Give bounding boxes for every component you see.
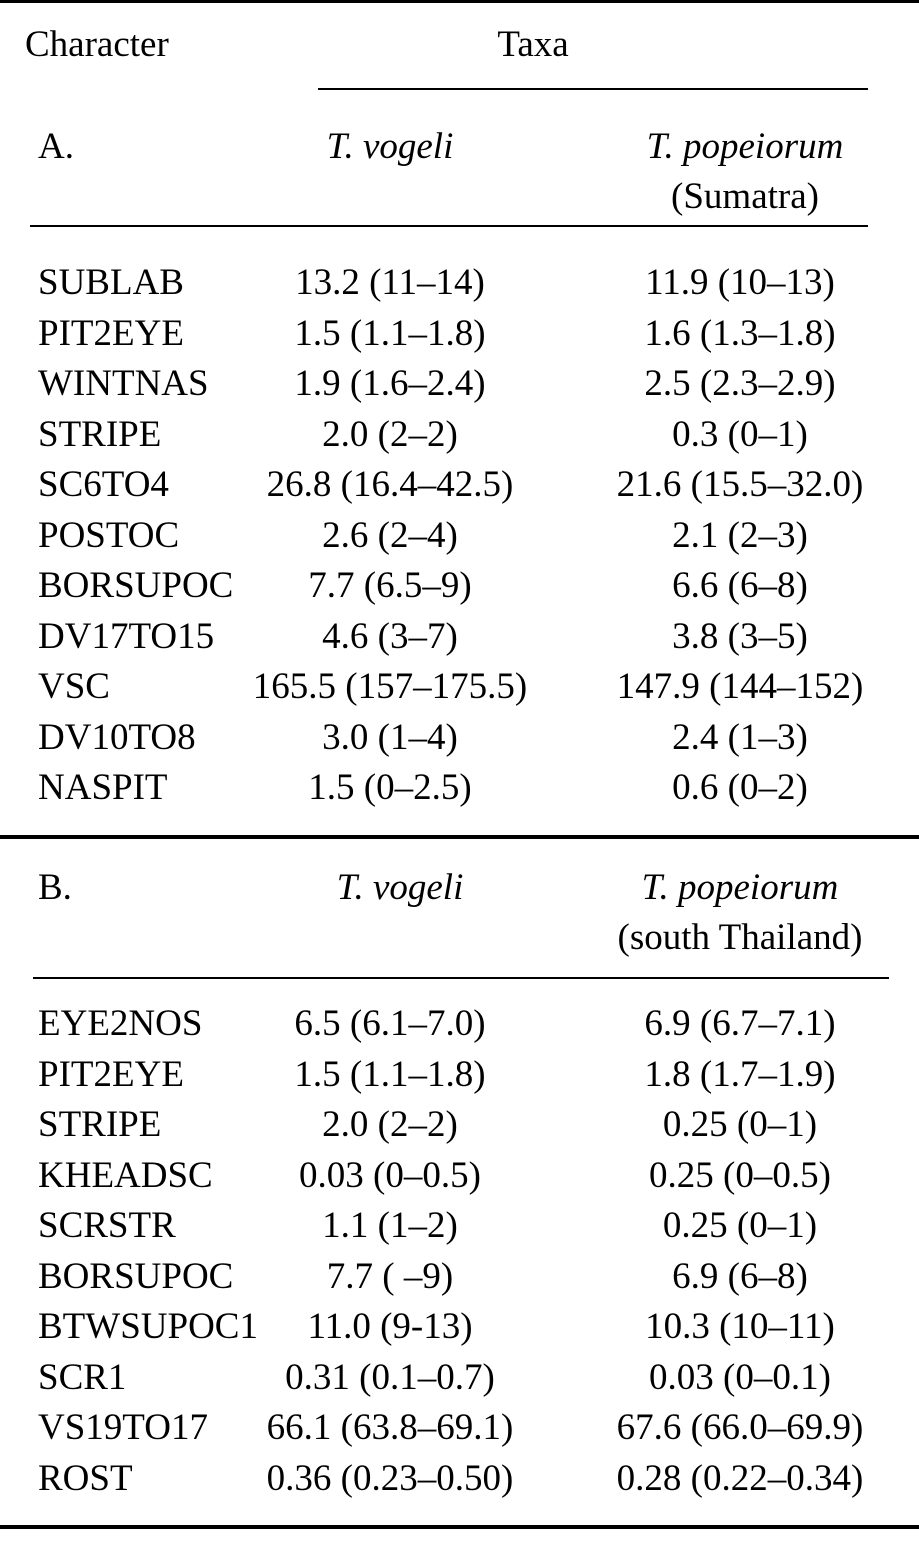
character-cell: VSC — [38, 666, 110, 707]
t-vogeli-cell: 4.6 (3–7) — [322, 615, 458, 657]
t-vogeli-cell: 6.5 (6.1–7.0) — [294, 1003, 486, 1044]
t-vogeli-cell: 1.5 (0–2.5) — [308, 767, 472, 808]
t-vogeli-cell: 7.7 ( –9) — [326, 1255, 454, 1297]
t-vogeli-cell: 66.1 (63.8–69.1) — [266, 1407, 514, 1448]
t-popeiorum-cell: 1.6 (1.3–1.8) — [644, 312, 836, 354]
t-vogeli-cell: 1.1 (1–2) — [322, 1205, 458, 1246]
taxa-spanner-rule — [318, 88, 868, 90]
section-b-col2-subheader: (south Thailand) — [617, 917, 863, 958]
table-row — [0, 359, 919, 409]
t-popeiorum-cell: 0.25 (0–1) — [662, 1205, 818, 1246]
character-cell: DV17TO15 — [38, 615, 215, 657]
table-row — [0, 713, 919, 763]
t-popeiorum-cell: 3.8 (3–5) — [672, 615, 808, 657]
table-row — [0, 309, 919, 359]
t-vogeli-cell: 2.6 (2–4) — [322, 514, 458, 556]
table-row — [0, 511, 919, 561]
section-b-col2-header: T. popeiorum — [641, 867, 839, 908]
t-vogeli-cell: 11.0 (9-13) — [307, 1306, 473, 1347]
character-cell: SC6TO4 — [38, 464, 169, 505]
character-cell: POSTOC — [38, 514, 180, 556]
section-a-col2-header: T. popeiorum — [646, 126, 844, 167]
table-row — [0, 1353, 919, 1403]
t-vogeli-cell: 1.9 (1.6–2.4) — [294, 363, 486, 404]
character-cell: BTWSUPOC1 — [38, 1306, 258, 1347]
t-vogeli-cell: 1.5 (1.1–1.8) — [294, 1053, 486, 1095]
t-popeiorum-cell: 10.3 (10–11) — [645, 1306, 835, 1347]
character-cell: STRIPE — [38, 1104, 162, 1145]
t-popeiorum-cell: 0.28 (0.22–0.34) — [616, 1457, 864, 1499]
table-row — [0, 258, 919, 308]
character-cell: VS19TO17 — [38, 1407, 208, 1448]
t-vogeli-cell: 2.0 (2–2) — [322, 1104, 458, 1145]
t-vogeli-cell: 1.5 (1.1–1.8) — [294, 312, 486, 354]
character-cell: STRIPE — [38, 413, 162, 455]
character-cell: KHEADSC — [38, 1154, 213, 1196]
table-row — [0, 999, 919, 1049]
table-row — [0, 612, 919, 662]
table-row — [0, 460, 919, 510]
t-popeiorum-cell: 0.25 (0–1) — [662, 1104, 818, 1145]
t-vogeli-cell: 7.7 (6.5–9) — [308, 565, 472, 606]
character-cell: SCR1 — [38, 1356, 127, 1398]
character-cell: PIT2EYE — [38, 1053, 184, 1095]
table-row — [0, 763, 919, 813]
character-cell: SCRSTR — [38, 1205, 176, 1246]
t-popeiorum-cell: 2.5 (2.3–2.9) — [644, 363, 836, 404]
section-a-label: A. — [38, 126, 74, 167]
section-b-label: B. — [38, 867, 72, 908]
table-row — [0, 410, 919, 460]
t-popeiorum-cell: 0.03 (0–0.1) — [649, 1356, 831, 1398]
t-popeiorum-cell: 11.9 (10–13) — [645, 262, 835, 303]
t-vogeli-cell: 3.0 (1–4) — [322, 716, 458, 758]
section-a-col1-header: T. vogeli — [326, 126, 454, 167]
character-cell: WINTNAS — [38, 363, 209, 404]
table-row — [0, 1403, 919, 1453]
table-row — [0, 561, 919, 611]
t-vogeli-cell: 0.03 (0–0.5) — [299, 1154, 481, 1196]
section-a-col2-subheader: (Sumatra) — [671, 176, 819, 217]
character-column-header: Character — [25, 24, 169, 65]
table-row — [0, 1151, 919, 1201]
section-a-header-rule — [30, 225, 868, 227]
t-vogeli-cell: 2.0 (2–2) — [322, 413, 458, 455]
character-cell: DV10TO8 — [38, 716, 196, 758]
t-vogeli-cell: 165.5 (157–175.5) — [252, 666, 528, 707]
character-cell: NASPIT — [38, 767, 168, 808]
table-row — [0, 1050, 919, 1100]
table-row — [0, 1100, 919, 1150]
t-vogeli-cell: 26.8 (16.4–42.5) — [266, 464, 514, 505]
table-row — [0, 662, 919, 712]
t-vogeli-cell: 0.31 (0.1–0.7) — [285, 1356, 495, 1398]
taxa-column-header: Taxa — [497, 24, 569, 65]
t-popeiorum-cell: 0.3 (0–1) — [672, 413, 808, 455]
section-b-header-rule — [33, 977, 889, 979]
character-cell: BORSUPOC — [38, 1255, 234, 1297]
table-bottom-rule — [0, 1525, 919, 1529]
table-row — [0, 1201, 919, 1251]
t-popeiorum-cell: 21.6 (15.5–32.0) — [616, 464, 864, 505]
t-popeiorum-cell: 2.4 (1–3) — [672, 716, 808, 758]
t-popeiorum-cell: 1.8 (1.7–1.9) — [644, 1053, 836, 1095]
t-popeiorum-cell: 6.9 (6–8) — [672, 1255, 808, 1297]
table-top-rule — [0, 0, 919, 3]
t-popeiorum-cell: 6.6 (6–8) — [672, 565, 808, 606]
section-b-col1-header: T. vogeli — [336, 867, 464, 908]
character-cell: BORSUPOC — [38, 565, 234, 606]
t-popeiorum-cell: 6.9 (6.7–7.1) — [644, 1003, 836, 1044]
t-popeiorum-cell: 0.6 (0–2) — [672, 767, 808, 808]
character-cell: ROST — [38, 1457, 133, 1499]
character-cell: SUBLAB — [38, 262, 184, 303]
table-row — [0, 1454, 919, 1504]
table-row — [0, 1302, 919, 1352]
table-row — [0, 1252, 919, 1302]
t-popeiorum-cell: 0.25 (0–0.5) — [649, 1154, 831, 1196]
t-vogeli-cell: 13.2 (11–14) — [295, 262, 485, 303]
t-popeiorum-cell: 147.9 (144–152) — [616, 666, 864, 707]
section-divider-rule — [0, 835, 919, 839]
t-vogeli-cell: 0.36 (0.23–0.50) — [266, 1457, 514, 1499]
character-cell: EYE2NOS — [38, 1003, 203, 1044]
t-popeiorum-cell: 2.1 (2–3) — [672, 514, 808, 556]
character-cell: PIT2EYE — [38, 312, 184, 354]
t-popeiorum-cell: 67.6 (66.0–69.9) — [616, 1407, 864, 1448]
